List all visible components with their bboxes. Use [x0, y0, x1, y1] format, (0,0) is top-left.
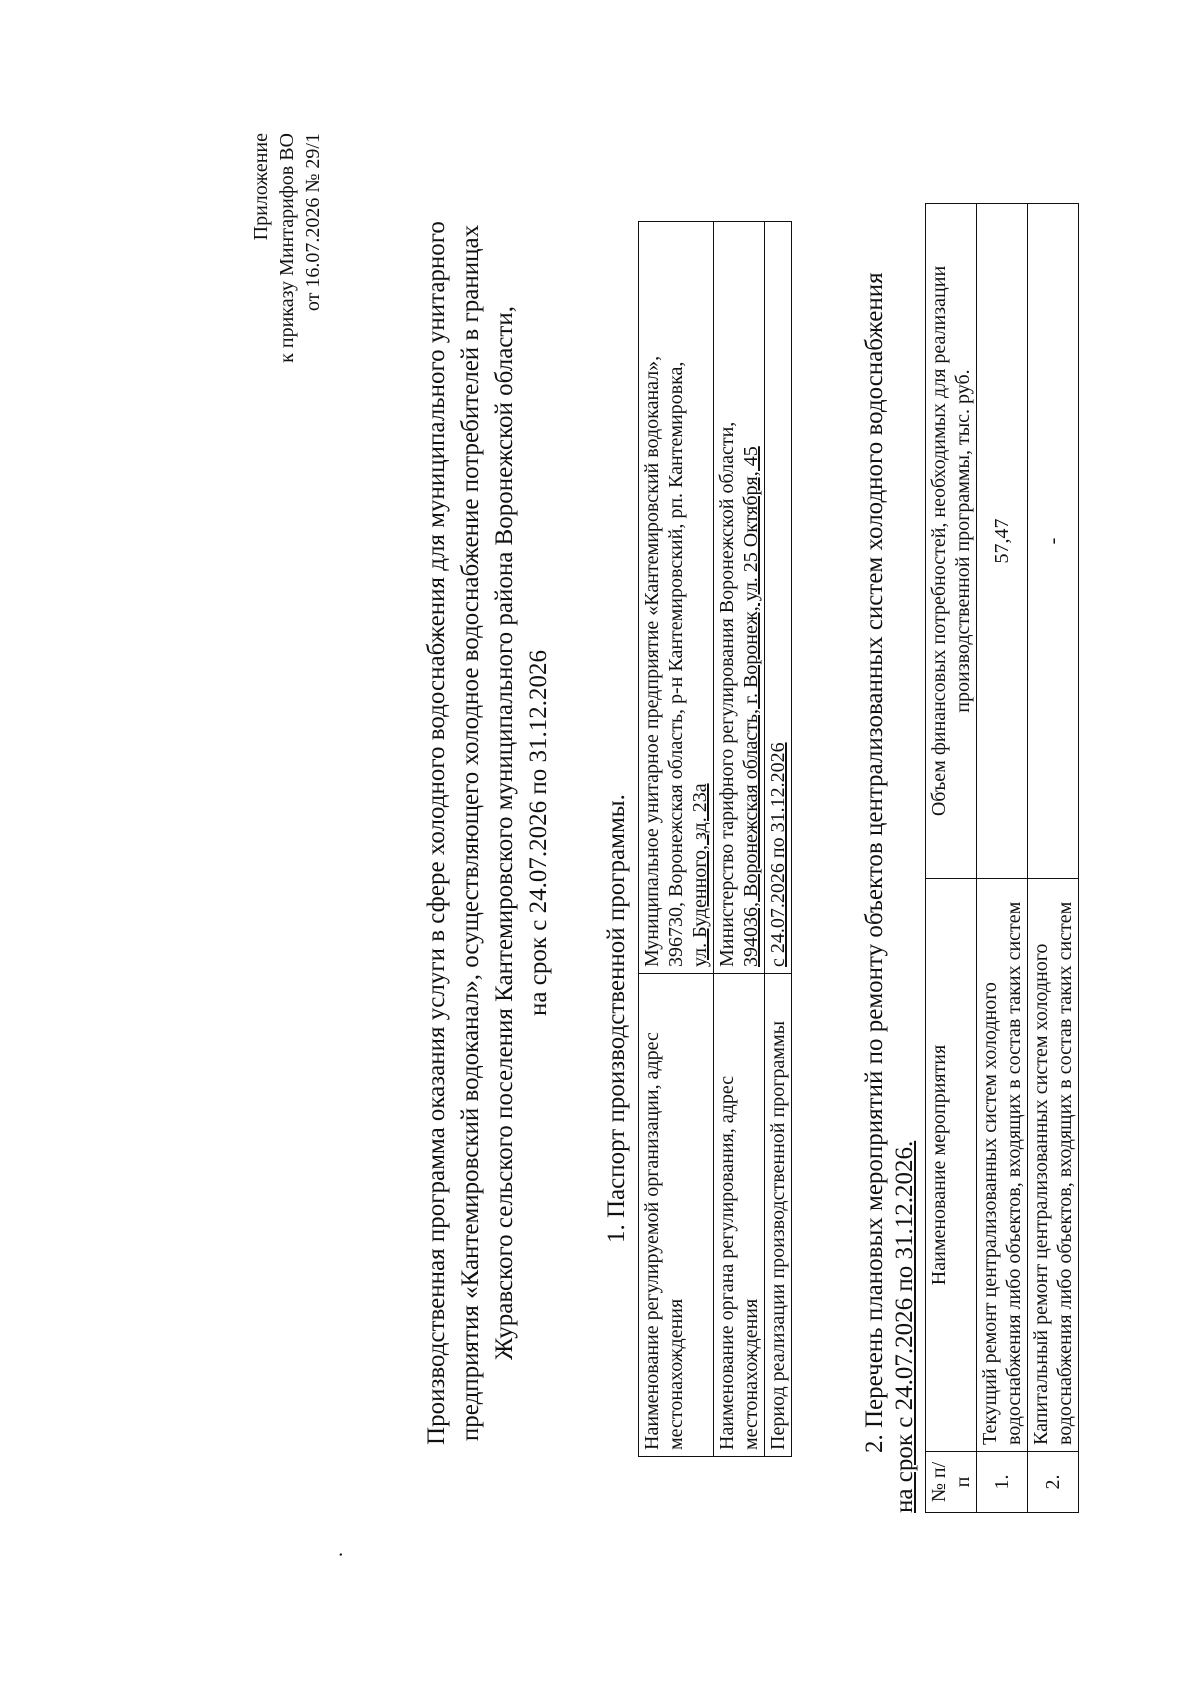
- table-header-row: [926, 204, 977, 1513]
- passport-value: [639, 222, 714, 974]
- table-row: [765, 222, 792, 1457]
- repair-measures-table: [925, 203, 1079, 1513]
- passport-label: Период реализации производственной программы: [765, 974, 792, 1457]
- row-value: -: [1028, 204, 1079, 879]
- title-line-1: Производственная программа оказания услуги в сфере холодного водоснабжения для муниципального унитарного: [423, 221, 450, 1445]
- passport-value-line: ул. Буденного, зд. 23а: [689, 783, 711, 967]
- passport-label: Наименование регулируемой организации, адрес местонахождения: [639, 974, 714, 1457]
- row-num: 1.: [977, 1452, 1028, 1513]
- passport-value-line: с 24.07.2026 по 31.12.2026: [767, 742, 789, 967]
- title-line-4: на срок с 24.07.2026 по 31.12.2026: [525, 650, 552, 1016]
- title-line-2: предприятия «Кантемировский водоканал», осуществляющего холодное водоснабжение потребителей в границах: [457, 224, 484, 1442]
- header-name: Наименование мероприятия: [926, 879, 977, 1452]
- row-name: Капитальный ремонт централизованных систем холодного водоснабжения либо объектов, входящих в состав таких систем: [1028, 879, 1079, 1452]
- stray-mark: .: [325, 1552, 347, 1557]
- passport-value: [714, 222, 765, 974]
- table-row: [1028, 204, 1079, 1513]
- document-title: [420, 153, 556, 1513]
- section2-heading: [860, 143, 920, 1513]
- title-line-3: Журавского сельского поселения Кантемировского муниципального района Воронежской области,: [491, 306, 518, 1360]
- table-row: [977, 204, 1028, 1513]
- appendix-line-3: от 16.07.2026 № 29/1: [302, 133, 324, 312]
- passport-table: [638, 221, 792, 1457]
- appendix-line-1: Приложение: [250, 133, 272, 241]
- table-row: [714, 222, 765, 1457]
- appendix-line-2: к приказу Минтарифов ВО: [276, 133, 298, 363]
- header-value: Объем финансовых потребностей, необходимых для реализации производственной программы, тыс. руб.: [926, 204, 977, 879]
- passport-value: [765, 222, 792, 974]
- section2-heading-line-1: 2. Перечень плановых мероприятий по ремонту объектов централизованных систем холодного водоснабжения: [861, 272, 888, 1453]
- row-value: 57,47: [977, 204, 1028, 879]
- appendix-reference: [248, 133, 326, 363]
- header-num: № п/п: [926, 1452, 977, 1513]
- passport-value-line: 394036, Воронежская область, г. Воронеж, ул. 25 Октября, 45: [740, 446, 762, 967]
- row-num: 2.: [1028, 1452, 1079, 1513]
- passport-label: Наименование органа регулирования, адрес местонахождения: [714, 974, 765, 1457]
- section1-heading: 1. Паспорт производственной программы.: [603, 794, 630, 1243]
- section2-heading-line-2: на срок с 24.07.2026 по 31.12.2026.: [891, 1140, 918, 1513]
- passport-value-line: Муниципальное унитарное предприятие «Кантемировский водоканал»,: [641, 355, 663, 967]
- table-row: [639, 222, 714, 1457]
- rotated-document-page: [220, 103, 1076, 1593]
- passport-value-line: 396730, Воронежская область, р-н Кантемировский, рп. Кантемировка,: [665, 361, 687, 967]
- passport-value-line: Министерство тарифного регулирования Воронежской области,: [716, 421, 738, 967]
- row-name: Текущий ремонт централизованных систем холодного водоснабжения либо объектов, входящих в состав таких систем: [977, 879, 1028, 1452]
